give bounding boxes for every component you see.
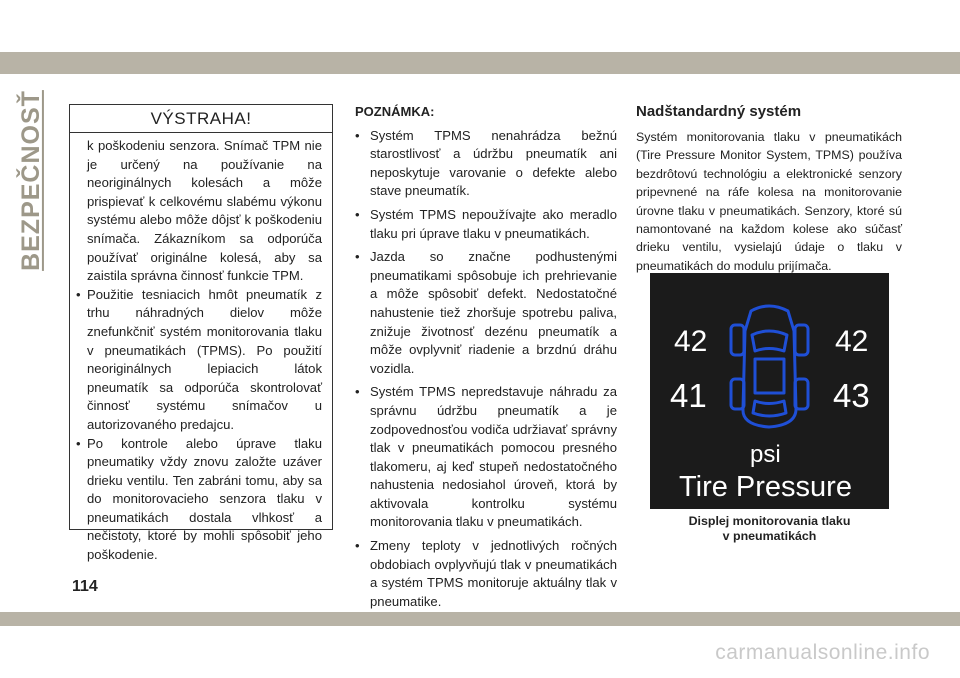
footer-rule bbox=[0, 612, 960, 626]
note-column bbox=[355, 103, 617, 616]
section-tab bbox=[14, 90, 48, 271]
note-bullet: • Systém TPMS nenahrádza bežnú starostlivosť a údržbu pneumatík ani neposkytuje varovanie o defekte alebo stave pneumatík. bbox=[355, 127, 617, 201]
premium-heading: Nadštandardný systém bbox=[636, 103, 802, 120]
rear-right-pressure: 43 bbox=[833, 377, 870, 414]
windshield-shape bbox=[752, 331, 787, 351]
front-right-pressure: 42 bbox=[835, 325, 869, 358]
caption-line: Displej monitorovania tlaku bbox=[688, 514, 851, 528]
rear-left-pressure: 41 bbox=[670, 377, 707, 414]
tire-pressure-display bbox=[650, 273, 889, 509]
note-heading: POZNÁMKA: bbox=[355, 104, 435, 119]
page-number: 114 bbox=[72, 578, 98, 595]
warning-body bbox=[70, 133, 332, 565]
warning-bullet: • Po kontrole alebo úprave tlaku pneumatiky vždy znovu založte uzáver drieku ventilu. Ten zabráni tomu, aby sa do monitorovacieho senzora tlaku v pneumatikách dostala vlhkosť a nečistoty, ktoré by mohli spôsobiť jeho poškodenie. bbox=[76, 435, 322, 565]
figure-caption bbox=[650, 514, 889, 544]
display-title: Tire Pressure bbox=[679, 471, 852, 503]
front-left-wheel-shape bbox=[731, 325, 744, 355]
caption-line: v pneumatikách bbox=[722, 529, 817, 543]
front-left-pressure: 42 bbox=[674, 325, 708, 358]
section-tab-label: BEZPEČNOSŤ bbox=[16, 90, 45, 271]
rear-window-shape bbox=[753, 401, 786, 416]
note-bullet: • Zmeny teploty v jednotlivých ročných obdobiach ovplyvňujú tlak v pneumatikách a systém TPMS monitoruje aktuálny tlak v pneumatike. bbox=[355, 537, 617, 611]
premium-text: Systém monitorovania tlaku v pneumatikách (Tire Pressure Monitor System, TPMS) používa bezdrôtovú technológiu a elektronické senzory pripevnené na ráfe kolesa na monitorovanie úrovne tlaku v pneumatikách. Senzory, ktoré sú namontované na každom kolese ako súčasť drieku ventilu, vysielajú údaje o tlaku v pneumatikách do modulu prijímača. bbox=[636, 130, 902, 273]
top-margin bbox=[0, 0, 960, 52]
roof-shape bbox=[755, 359, 784, 393]
watermark: carmanualsonline.info bbox=[715, 641, 930, 664]
premium-system-section bbox=[636, 103, 902, 275]
pressure-unit: psi bbox=[750, 441, 781, 468]
warning-box bbox=[69, 104, 333, 563]
car-body-shape bbox=[743, 306, 796, 427]
warning-continued-text: k poškodeniu senzora. Snímač TPM nie je určený na používanie na neoriginálnych kolesách a môže prispievať k celkovému slabému výkonu systému alebo môže dôjsť k poškodeniu snímača. Zákazníkom sa odporúča používať originálne kolesá, aby sa zaistila správna činnosť funkcie TPM. bbox=[87, 138, 322, 284]
header-rule bbox=[0, 52, 960, 74]
warning-heading: VÝSTRAHA! bbox=[70, 105, 332, 133]
note-bullet: • Jazda so značne podhustenými pneumatikami spôsobuje ich prehrievanie a môže spôsobiť defekt. Nedostatočné nahustenie tiež zhoršuje spotrebu paliva, znižuje životnosť dezénu pneumatík a môže ovplyvniť riadenie a brzdnú dráhu vozidla. bbox=[355, 248, 617, 378]
note-bullet: • Systém TPMS nepredstavuje náhradu za správnu údržbu pneumatík a je zodpovednosťou vodiča udržiavať správny tlak v pneumatikách pomocou presného tlakomeru, aj keď stupeň nedostatočného nahustenia nedosiahol úroveň, ktorá by aktivovala kontrolku systému monitorovania tlaku v pneumatikách. bbox=[355, 383, 617, 532]
front-right-wheel-shape bbox=[795, 325, 808, 355]
warning-bullet: • Použitie tesniacich hmôt pneumatík z trhu náhradných dielov môže znefunkčniť systém monitorovania tlaku v pneumatikách (TPMS). Po použití neoriginálnych lepiacich látok pneumatík sa odporúča skontrolovať činnosť systému snímačov u autorizovaného predajcu. bbox=[76, 286, 322, 435]
note-bullet: • Systém TPMS nepoužívajte ako meradlo tlaku pri úprave tlaku v pneumatikách. bbox=[355, 206, 617, 243]
